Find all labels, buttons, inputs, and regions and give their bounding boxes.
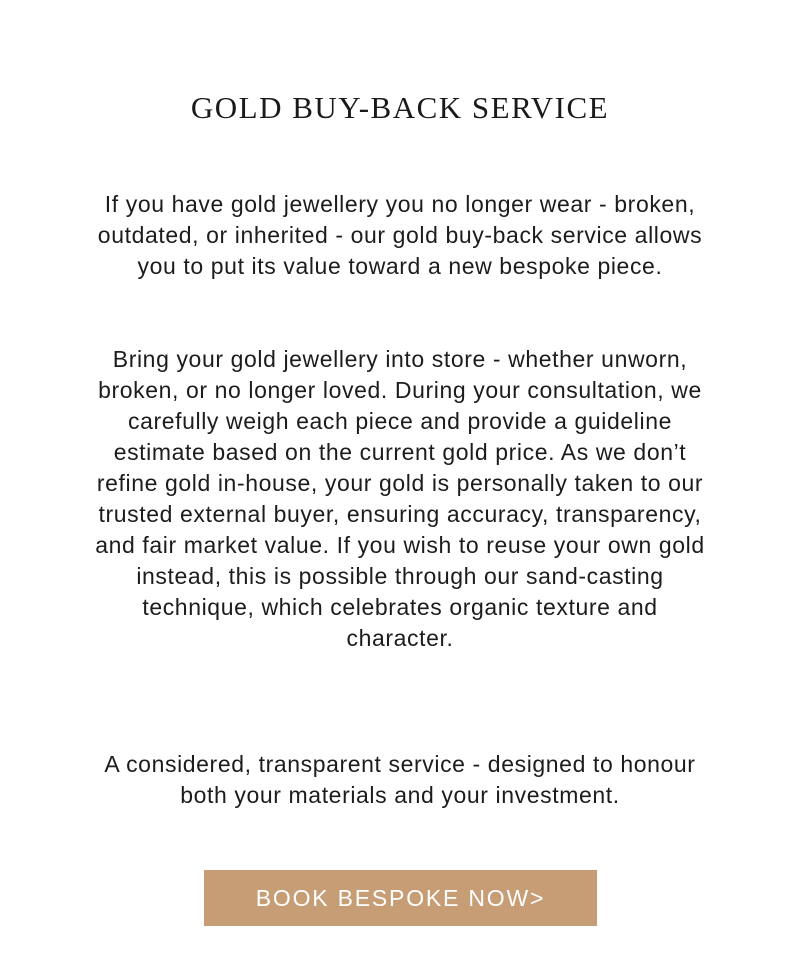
intro-paragraph: If you have gold jewellery you no longer wear - broken, outdated, or inherited - our gold buy-back service allows you to put its value toward a new bespoke piece. — [97, 191, 703, 279]
book-bespoke-button[interactable]: BOOK BESPOKE NOW> — [204, 870, 597, 926]
closing-paragraph: A considered, transparent service - designed to honour both your materials and your investment. — [104, 751, 696, 808]
section-title: GOLD BUY-BACK SERVICE — [190, 90, 610, 125]
process-paragraph: Bring your gold jewellery into store - whether unworn, broken, or no longer loved. During your consultation, we carefully weigh each piece and provide a guideline estimate based on the current gold price. As we don’t refine gold in-house, your gold is personally taken to our trusted external buyer, ensuring accuracy, transparency, and fair market value. If you wish to reuse your own gold instead, this is possible through our sand-casting technique, which celebrates organic texture and character. — [95, 346, 705, 651]
